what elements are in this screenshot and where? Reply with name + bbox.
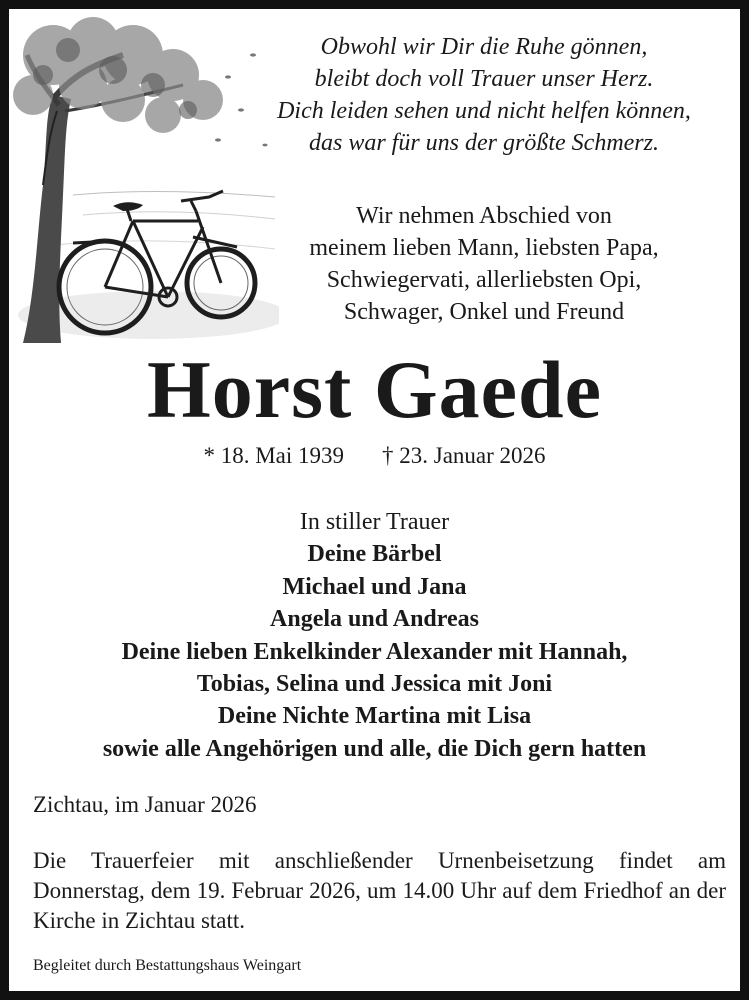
farewell-line: Schwager, Onkel und Freund: [343, 299, 625, 325]
farewell-line: Wir nehmen Abschied von: [356, 203, 612, 229]
undertaker-credit: Begleitet durch Bestattungshaus Weingart: [33, 957, 302, 974]
mourners-list: [9, 506, 740, 765]
deceased-name: Horst Gaede: [146, 344, 603, 435]
place-and-date: Zichtau, im Januar 2026: [33, 792, 257, 817]
farewell-line: Schwiegervati, allerliebsten Opi,: [326, 267, 642, 293]
funeral-service-info: Die Trauerfeier mit anschließender Urnenbeisetzung findet am Donnerstag, dem 19. Februar 2026, um 14.00 Uhr auf dem Friedhof an der Kirche in Zichtau statt.: [33, 848, 726, 933]
birth-date: * 18. Mai 1939: [203, 443, 345, 468]
farewell-text: [237, 200, 731, 328]
poem-line: das war für uns der größte Schmerz.: [308, 130, 659, 156]
memorial-poem: [237, 31, 731, 159]
mourner-line: Michael und Jana: [282, 573, 467, 600]
poem-line: bleibt doch voll Trauer unser Herz.: [314, 66, 654, 92]
poem-line: Obwohl wir Dir die Ruhe gönnen,: [320, 34, 648, 60]
farewell-line: meinem lieben Mann, liebsten Papa,: [309, 235, 659, 261]
mourner-line: Deine Bärbel: [307, 541, 442, 568]
mourner-line: Deine lieben Enkelkinder Alexander mit Hannah,: [121, 638, 628, 665]
life-dates: [9, 441, 740, 471]
mourner-line: sowie alle Angehörigen und alle, die Dich gern hatten: [102, 735, 647, 762]
death-date: † 23. Januar 2026: [382, 443, 546, 468]
mourner-line: Tobias, Selina und Jessica mit Joni: [196, 671, 553, 698]
poem-line: Dich leiden sehen und nicht helfen können,: [277, 98, 691, 124]
mourners-intro: In stiller Trauer: [299, 509, 450, 535]
mourner-line: Deine Nichte Martina mit Lisa: [217, 703, 532, 730]
mourner-line: Angela und Andreas: [270, 606, 479, 633]
